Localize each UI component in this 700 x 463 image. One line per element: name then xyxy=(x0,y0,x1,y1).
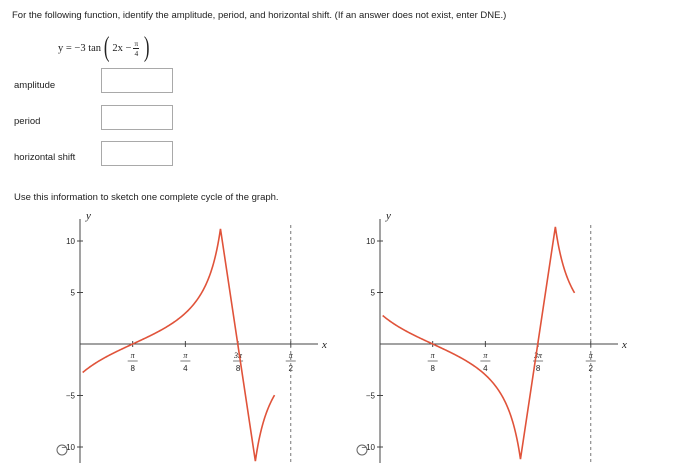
open-paren: ( xyxy=(103,32,110,63)
fraction-numerator: π xyxy=(134,38,139,48)
y-tick-label: −5 xyxy=(365,391,375,401)
x-tick-denominator: 2 xyxy=(288,364,293,373)
x-tick-numerator: π xyxy=(130,351,135,360)
amplitude-input[interactable] xyxy=(101,68,173,93)
x-tick-numerator: π xyxy=(483,351,488,360)
question-prompt: For the following function, identify the amplitude, period, and horizontal shift. (If an answer does not exist, enter DNE.) xyxy=(12,10,507,21)
x-tick-denominator: 8 xyxy=(130,364,135,373)
formula-fraction xyxy=(133,39,139,58)
x-tick-denominator: 4 xyxy=(183,364,188,373)
tangent-curve xyxy=(83,229,275,461)
period-label: period xyxy=(14,116,41,127)
x-tick-denominator: 2 xyxy=(588,364,593,373)
x-tick-numerator: π xyxy=(430,351,435,360)
tangent-curve xyxy=(383,227,575,459)
y-tick-label: 5 xyxy=(70,288,75,298)
graph-instruction: Use this information to sketch one complete cycle of the graph. xyxy=(14,192,279,203)
x-tick-denominator: 4 xyxy=(483,364,488,373)
formula-lhs: y = −3 tan xyxy=(58,42,102,54)
y-tick-label: −10 xyxy=(61,443,75,452)
x-tick-denominator: 8 xyxy=(430,364,435,373)
horizontal-shift-label: horizontal shift xyxy=(14,152,76,163)
amplitude-label: amplitude xyxy=(14,80,56,91)
graph-option-2 xyxy=(340,207,640,463)
y-tick-label: −10 xyxy=(361,443,375,452)
period-input[interactable] xyxy=(101,105,173,130)
x-tick-denominator: 8 xyxy=(535,364,541,373)
x-tick-numerator: π xyxy=(588,351,593,360)
y-axis-label: y xyxy=(386,210,391,222)
graph-option-1 xyxy=(40,207,340,463)
y-tick-label: 10 xyxy=(66,237,75,246)
x-axis-label: x xyxy=(622,339,627,351)
x-tick-numerator: π xyxy=(183,351,188,360)
close-paren: ) xyxy=(144,32,150,63)
fraction-denominator: 4 xyxy=(134,48,139,58)
x-tick-numerator: π xyxy=(288,351,293,360)
formula-inner: 2x − xyxy=(112,42,132,54)
x-tick-numerator: 3π xyxy=(534,351,543,360)
y-tick-label: 5 xyxy=(370,288,375,298)
x-axis-label: x xyxy=(322,339,327,351)
y-tick-label: −5 xyxy=(65,391,75,401)
x-tick-numerator: 3π xyxy=(234,351,243,360)
y-axis-label: y xyxy=(86,210,91,222)
horizontal-shift-input[interactable] xyxy=(101,141,173,166)
y-tick-label: 10 xyxy=(366,237,375,246)
x-tick-denominator: 8 xyxy=(235,364,241,373)
function-formula xyxy=(58,34,153,62)
